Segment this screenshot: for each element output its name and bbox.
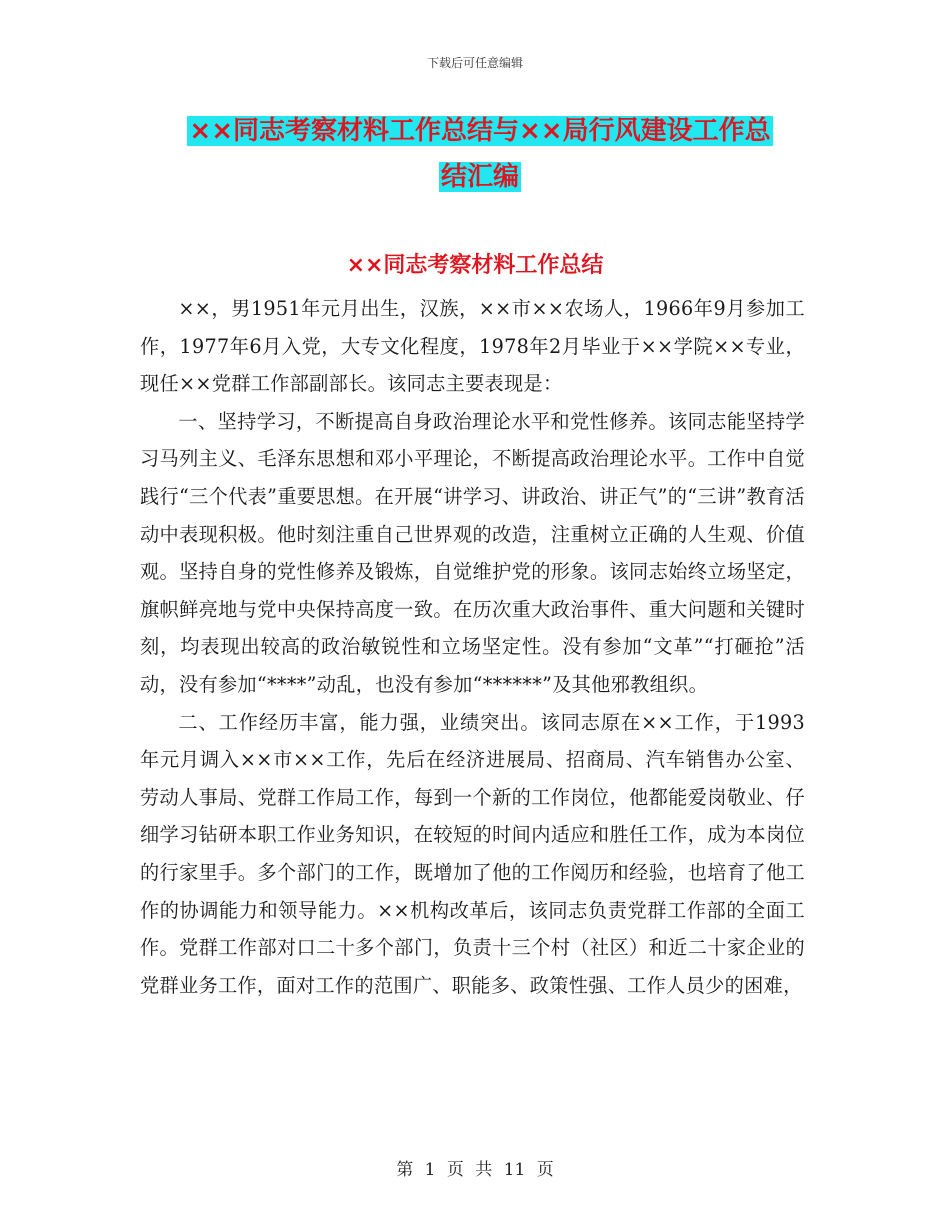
section-title: ××同志考察材料工作总结 [346, 253, 604, 278]
document-title-line1: ××同志考察材料工作总结与××局行风建设工作总 [189, 116, 771, 146]
document-title [140, 108, 820, 200]
document-title-line2: 结汇编 [440, 162, 519, 192]
paragraph: 二、工作经历丰富，能力强，业绩突出。该同志原在××工作，于1993年元月调入××市××工作，先后在经济进展局、招商局、汽车销售办公室、劳动人事局、党群工作局工作，每到一个新的工作岗位，他都能爱岗敬业、仔细学习钻研本职工作业务知识，在较短的时间内适应和胜任工作，成为本岗位的行家里手。多个部门的工作，既增加了他的工作阅历和经验，也培育了他工作的协调能力和领导能力。××机构改革后，该同志负责党群工作部的全面工作。党群工作部对口二十多个部门，负责十三个村（社区）和近二十家企业的党群业务工作，面对工作的范围广、职能多、政策性强、工作人员少的困难， [140, 710, 805, 997]
paragraph: 一、坚持学习，不断提高自身政治理论水平和党性修养。该同志能坚持学习马列主义、毛泽东思想和邓小平理论，不断提高政治理论水平。工作中自觉践行“三个代表”重要思想。在开展“讲学习、讲政治、讲正气”的“三讲”教育活动中表现积极。他时刻注重自己世界观的改造，注重树立正确的人生观、价值观。坚持自身的党性修养及锻炼，自觉维护党的形象。该同志始终立场坚定，旗帜鲜亮地与党中央保持高度一致。在历次重大政治事件、重大问题和关键时刻，均表现出较高的政治敏锐性和立场坚定性。没有参加“文革”“打砸抢”活动，没有参加“****”动乱，也没有参加“******”及其他邪教组织。 [140, 409, 805, 696]
header-note: 下载后可任意编辑 [426, 56, 523, 70]
page-indicator: 第 1 页 共 11 页 [396, 1160, 554, 1180]
paragraph: ××，男1951年元月出生，汉族，××市××农场人，1966年9月参加工作，1977年6月入党，大专文化程度，1978年2月毕业于××学院××专业，现任××党群工作部副部长。该同志主要表现是： [140, 297, 805, 396]
body-text [140, 290, 805, 1004]
